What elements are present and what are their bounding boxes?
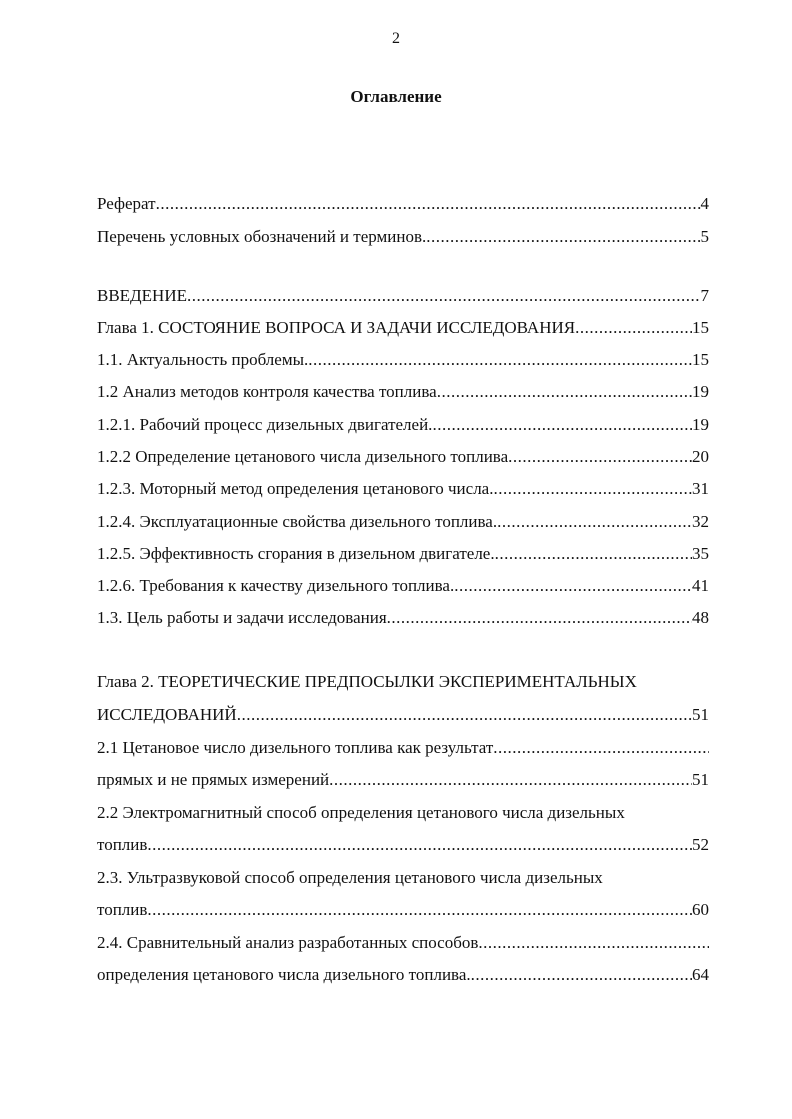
toc-entry-page: 31 xyxy=(692,479,709,498)
toc-entry-1-1 xyxy=(97,349,709,371)
toc-entry-abstract xyxy=(97,193,709,215)
toc-entry-2-1 xyxy=(97,737,709,759)
toc-entry-text: 2.2 Электромагнитный способ определения цетанового числа дизельных xyxy=(97,803,625,822)
toc-entry-text: 1.1. Актуальность проблемы. xyxy=(97,350,309,369)
toc-entry-text: 1.2.6. Требования к качеству дизельного топлива. xyxy=(97,576,455,595)
toc-entry-introduction xyxy=(97,285,709,307)
dot-leader xyxy=(426,226,700,248)
dot-leader xyxy=(147,899,692,921)
toc-entry-page: 19 xyxy=(692,382,709,401)
dot-leader xyxy=(387,607,692,629)
toc-entry-text: 1.2.3. Моторный метод определения цетанового числа. xyxy=(97,479,494,498)
toc-entry-chapter-2 xyxy=(97,671,709,693)
toc-entry-page: 15 xyxy=(692,350,709,369)
toc-entry-text: определения цетанового числа дизельного топлива. xyxy=(97,965,471,984)
dot-leader xyxy=(454,575,692,597)
toc-entry-page: 51 xyxy=(692,770,709,789)
dot-leader xyxy=(471,964,692,986)
dot-leader xyxy=(497,511,692,533)
dot-leader xyxy=(478,932,709,954)
toc-entry-page: 41 xyxy=(692,576,709,595)
toc-entry-1-2 xyxy=(97,381,709,403)
toc-entry-text: 1.3. Цель работы и задачи исследования xyxy=(97,608,387,627)
toc-entry-text: Реферат xyxy=(97,194,156,213)
toc-entry-notation xyxy=(97,226,709,248)
dot-leader xyxy=(508,446,692,468)
dot-leader xyxy=(432,414,692,436)
toc-entry-2-3 xyxy=(97,867,709,889)
toc-entry-text: 1.2.5. Эффективность сгорания в дизельном двигателе. xyxy=(97,544,495,563)
toc-entry-text: 2.1 Цетановое число дизельного топлива как результат xyxy=(97,738,494,757)
toc-entry-page: 5 xyxy=(700,227,709,246)
toc-entry-page: 51 xyxy=(692,705,709,724)
toc-title: Оглавление xyxy=(350,87,442,106)
toc-entry-2-4-cont xyxy=(97,964,709,986)
toc-entry-2-4 xyxy=(97,932,709,954)
dot-leader xyxy=(493,737,709,759)
dot-leader xyxy=(493,478,692,500)
dot-leader xyxy=(187,285,701,307)
toc-entry-1-2-1 xyxy=(97,414,709,436)
toc-entry-1-2-3 xyxy=(97,478,709,500)
toc-entry-text: ВВЕДЕНИЕ xyxy=(97,286,187,305)
toc-entry-text: 2.4. Сравнительный анализ разработанных способов xyxy=(97,933,479,952)
toc-entry-page: 48 xyxy=(692,608,709,627)
page-number: 2 xyxy=(392,30,400,47)
toc-entry-chapter-2-cont xyxy=(97,704,709,726)
toc-entry-1-2-6 xyxy=(97,575,709,597)
dot-leader xyxy=(156,193,701,215)
toc-entry-page: 60 xyxy=(692,900,709,919)
toc-entry-text: ИССЛЕДОВАНИЙ xyxy=(97,705,237,724)
toc-entry-page: 19 xyxy=(692,415,709,434)
toc-entry-text: 1.2.2 Определение цетанового числа дизельного топлива xyxy=(97,447,509,466)
dot-leader xyxy=(237,704,692,726)
toc-entry-2-2 xyxy=(97,802,709,824)
toc-entry-text: Глава 2. ТЕОРЕТИЧЕСКИЕ ПРЕДПОСЫЛКИ ЭКСПЕРИМЕНТАЛЬНЫХ xyxy=(97,672,637,691)
toc-entry-1-2-4 xyxy=(97,511,709,533)
toc-entry-page: 4 xyxy=(700,194,709,213)
toc-entry-text: Глава 1. СОСТОЯНИЕ ВОПРОСА И ЗАДАЧИ ИССЛЕДОВАНИЯ xyxy=(97,318,576,337)
toc-entry-text: прямых и не прямых измерений xyxy=(97,770,330,789)
toc-entry-2-2-cont xyxy=(97,834,709,856)
dot-leader xyxy=(437,381,692,403)
toc-entry-text: топлив xyxy=(97,835,148,854)
toc-entry-1-2-5 xyxy=(97,543,709,565)
toc-entry-page: 64 xyxy=(692,965,709,984)
toc-entry-text: 1.2 Анализ методов контроля качества топлива xyxy=(97,382,437,401)
dot-leader xyxy=(495,543,692,565)
toc-entry-page: 32 xyxy=(692,512,709,531)
toc-entry-1-3 xyxy=(97,607,709,629)
toc-entry-text: топлив xyxy=(97,900,148,919)
toc-entry-chapter-1 xyxy=(97,317,709,339)
dot-leader xyxy=(329,769,692,791)
toc-entry-page: 20 xyxy=(692,447,709,466)
dot-leader xyxy=(308,349,692,371)
toc-entry-2-3-cont xyxy=(97,899,709,921)
toc-entry-text: Перечень условных обозначений и терминов. xyxy=(97,227,427,246)
toc-entry-page: 7 xyxy=(700,286,709,305)
toc-entry-2-1-cont xyxy=(97,769,709,791)
toc-entry-page: 35 xyxy=(692,544,709,563)
toc-entry-1-2-2 xyxy=(97,446,709,468)
toc-entry-page: 15 xyxy=(692,318,709,337)
toc-entry-page: 52 xyxy=(692,835,709,854)
dot-leader xyxy=(575,317,692,339)
toc-entry-text: 1.2.1. Рабочий процесс дизельных двигателей. xyxy=(97,415,433,434)
toc-entry-text: 2.3. Ультразвуковой способ определения цетанового числа дизельных xyxy=(97,868,603,887)
dot-leader xyxy=(147,834,692,856)
toc-entry-text: 1.2.4. Эксплуатационные свойства дизельного топлива. xyxy=(97,512,498,531)
